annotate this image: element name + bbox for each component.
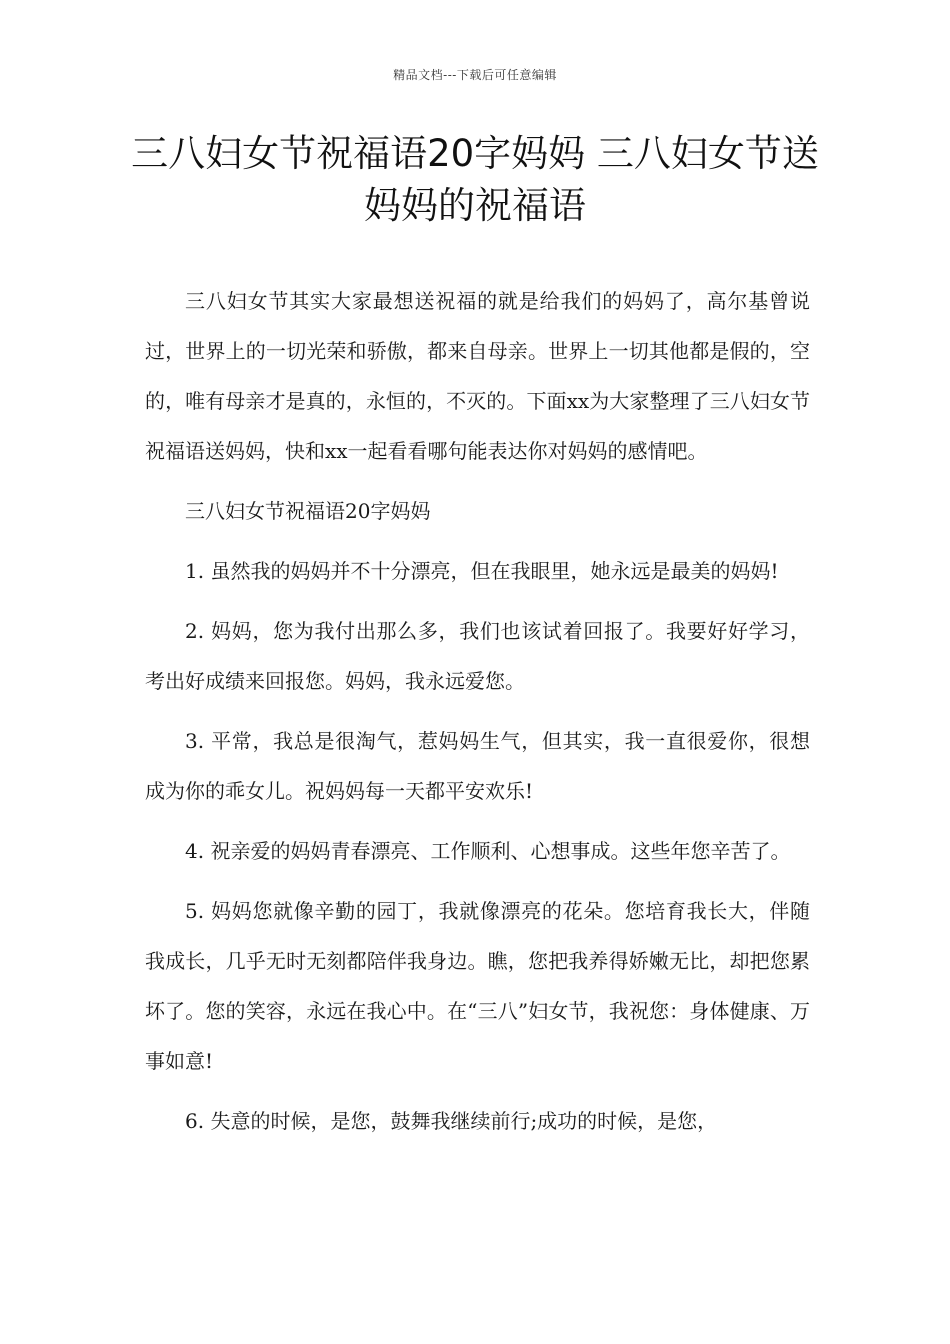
document-body <box>145 276 810 1156</box>
document-title: 三八妇女节祝福语20字妈妈 三八妇女节送妈妈的祝福语 <box>131 132 819 227</box>
intro-paragraph: 三八妇女节其实大家最想送祝福的就是给我们的妈妈了，高尔基曾说过，世界上的一切光荣和骄傲，都来自母亲。世界上一切其他都是假的，空的，唯有母亲才是真的，永恒的，不灭的。下面xx为大家整理了三八妇女节祝福语送妈妈，快和xx一起看看哪句能表达你对妈妈的感情吧。 <box>145 289 810 463</box>
header-note: 精品文档---下载后可任意编辑 <box>393 68 557 82</box>
list-item-6: 6. 失意的时候，是您，鼓舞我继续前行;成功的时候，是您， <box>185 1109 718 1133</box>
list-item-3: 3. 平常，我总是很淘气，惹妈妈生气，但其实，我一直很爱你，很想成为你的乖女儿。祝妈妈每一天都平安欢乐! <box>145 729 810 803</box>
list-item-5: 5. 妈妈您就像辛勤的园丁，我就像漂亮的花朵。您培育我长大，伴随我成长，几乎无时无刻都陪伴我身边。瞧，您把我养得娇嫩无比，却把您累坏了。您的笑容，永远在我心中。在“三八”妇女节，我祝您：身体健康、万事如意! <box>145 899 810 1073</box>
list-item-2: 2. 妈妈，您为我付出那么多，我们也该试着回报了。我要好好学习，考出好成绩来回报您。妈妈，我永远爱您。 <box>145 619 810 693</box>
section-heading: 三八妇女节祝福语20字妈妈 <box>185 499 431 523</box>
list-item-1: 1. 虽然我的妈妈并不十分漂亮，但在我眼里，她永远是最美的妈妈! <box>185 559 779 583</box>
list-item-4: 4. 祝亲爱的妈妈青春漂亮、工作顺利、心想事成。这些年您辛苦了。 <box>185 839 791 863</box>
